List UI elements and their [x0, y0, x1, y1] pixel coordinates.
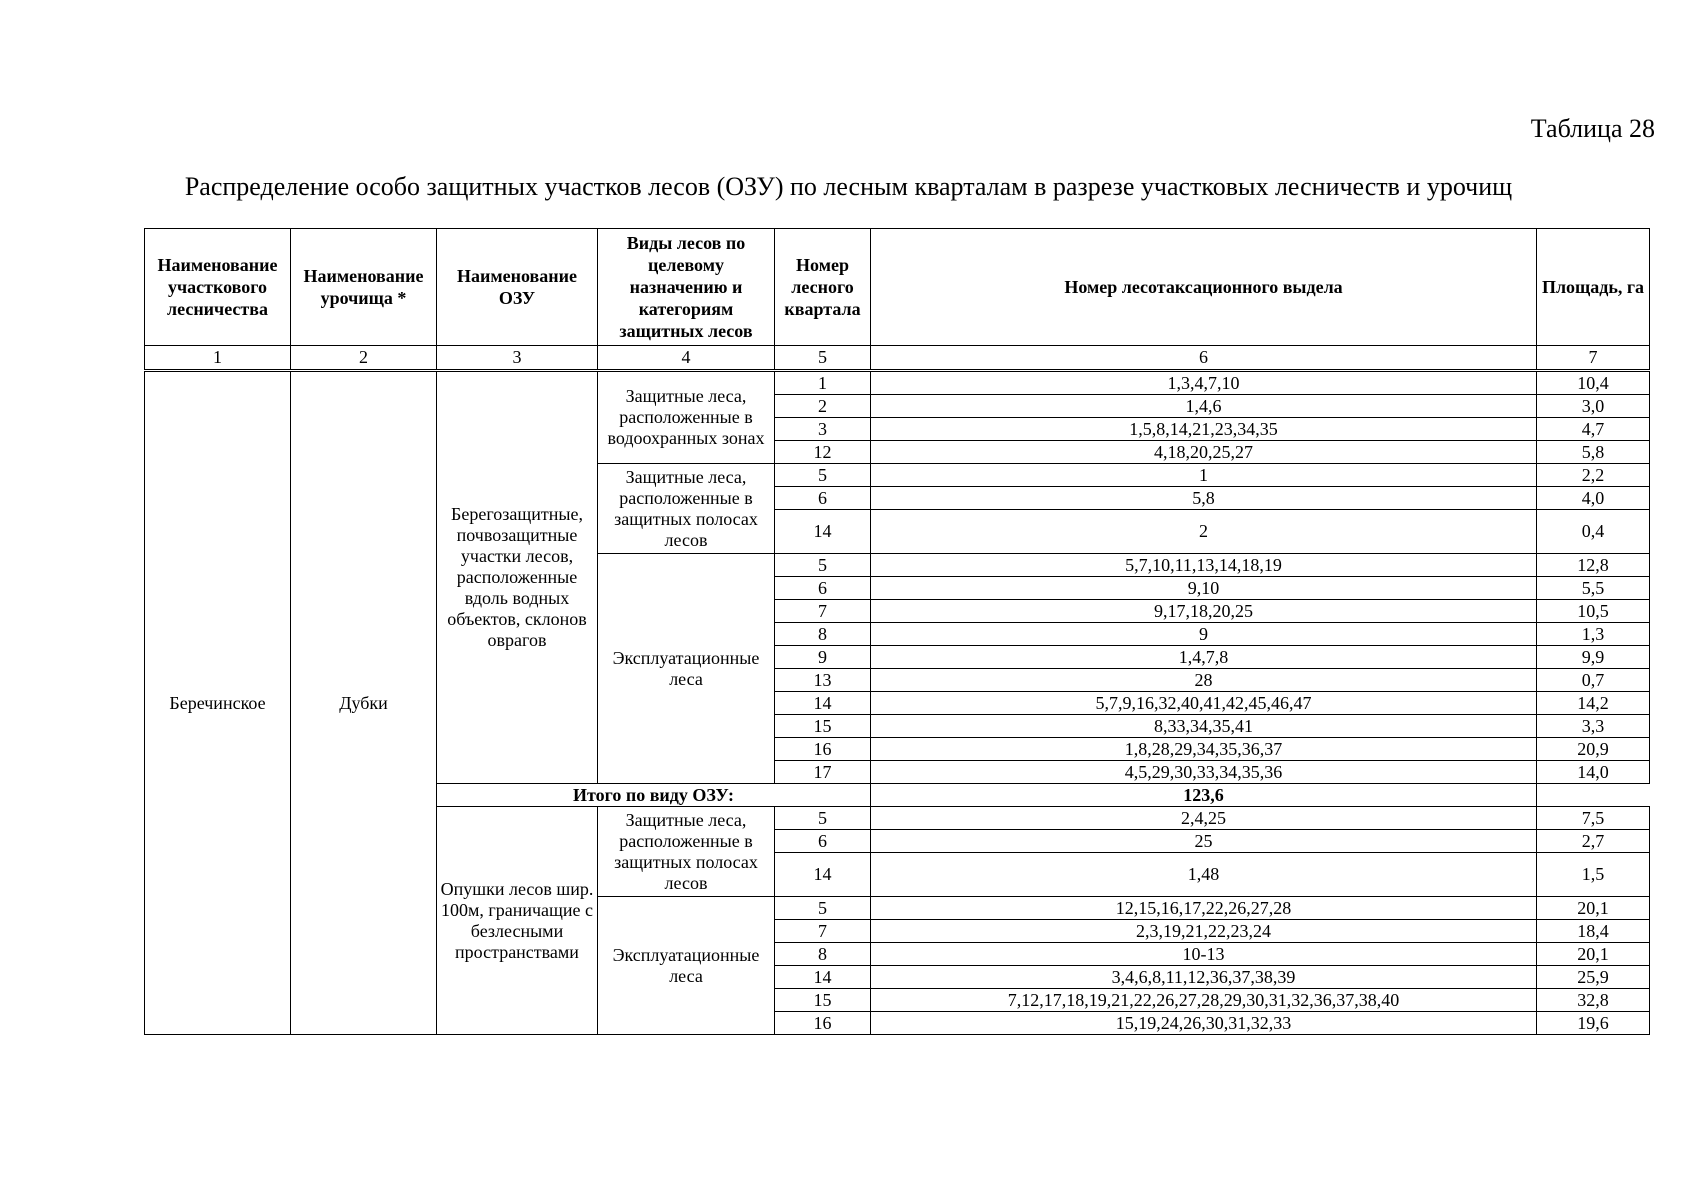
quarter-number-cell: 5 [775, 807, 871, 830]
quarter-number-cell: 3 [775, 418, 871, 441]
allotment-numbers-cell: 2 [871, 510, 1537, 554]
area-cell: 10,5 [1537, 600, 1650, 623]
quarter-number-cell: 16 [775, 738, 871, 761]
column-number: 6 [871, 346, 1537, 371]
quarter-number-cell: 2 [775, 395, 871, 418]
quarter-number-cell: 14 [775, 692, 871, 715]
header-area: Площадь, га [1537, 229, 1650, 346]
area-cell: 3,3 [1537, 715, 1650, 738]
forest-type-cell: Защитные леса, расположенные в защитных полосах лесов [598, 464, 775, 554]
ozu-name-cell: Берегозащитные, почвозащитные участки лесов, расположенные вдоль водных объектов, склонов оврагов [437, 371, 598, 784]
tract-name-cell: Дубки [291, 371, 437, 1035]
total-label-cell: Итого по виду ОЗУ: [437, 784, 871, 807]
forestry-name-cell: Беречинское [145, 371, 291, 1035]
allotment-numbers-cell: 10-13 [871, 943, 1537, 966]
quarter-number-cell: 5 [775, 464, 871, 487]
column-number: 4 [598, 346, 775, 371]
allotment-numbers-cell: 1,4,7,8 [871, 646, 1537, 669]
allotment-numbers-cell: 4,18,20,25,27 [871, 441, 1537, 464]
quarter-number-cell: 6 [775, 830, 871, 853]
quarter-number-cell: 6 [775, 487, 871, 510]
forest-type-cell: Эксплуатационные леса [598, 897, 775, 1035]
area-cell: 7,5 [1537, 807, 1650, 830]
area-cell: 20,1 [1537, 943, 1650, 966]
allotment-numbers-cell: 15,19,24,26,30,31,32,33 [871, 1012, 1537, 1035]
allotment-numbers-cell: 9,10 [871, 577, 1537, 600]
allotment-numbers-cell: 5,7,10,11,13,14,18,19 [871, 554, 1537, 577]
area-cell: 9,9 [1537, 646, 1650, 669]
area-cell: 2,7 [1537, 830, 1650, 853]
allotment-numbers-cell: 1,3,4,7,10 [871, 371, 1537, 395]
area-cell: 25,9 [1537, 966, 1650, 989]
quarter-number-cell: 14 [775, 510, 871, 554]
area-cell: 5,8 [1537, 441, 1650, 464]
area-cell: 20,9 [1537, 738, 1650, 761]
area-cell: 20,1 [1537, 897, 1650, 920]
quarter-number-cell: 5 [775, 897, 871, 920]
quarter-number-cell: 9 [775, 646, 871, 669]
area-cell: 14,0 [1537, 761, 1650, 784]
quarter-number-cell: 13 [775, 669, 871, 692]
allotment-numbers-cell: 9 [871, 623, 1537, 646]
area-cell: 4,7 [1537, 418, 1650, 441]
forest-type-cell: Защитные леса, расположенные в водоохранных зонах [598, 371, 775, 464]
area-cell: 19,6 [1537, 1012, 1650, 1035]
area-cell: 12,8 [1537, 554, 1650, 577]
allotment-numbers-cell: 5,7,9,16,32,40,41,42,45,46,47 [871, 692, 1537, 715]
allotment-numbers-cell: 1 [871, 464, 1537, 487]
header-forest-type: Виды лесов по целевому назначению и категориям защитных лесов [598, 229, 775, 346]
quarter-number-cell: 17 [775, 761, 871, 784]
quarter-number-cell: 16 [775, 1012, 871, 1035]
quarter-number-cell: 12 [775, 441, 871, 464]
allotment-numbers-cell: 1,5,8,14,21,23,34,35 [871, 418, 1537, 441]
quarter-number-cell: 7 [775, 920, 871, 943]
allotment-numbers-cell: 28 [871, 669, 1537, 692]
allotment-numbers-cell: 7,12,17,18,19,21,22,26,27,28,29,30,31,32,36,37,38,40 [871, 989, 1537, 1012]
allotment-numbers-cell: 12,15,16,17,22,26,27,28 [871, 897, 1537, 920]
quarter-number-cell: 5 [775, 554, 871, 577]
allotment-numbers-cell: 9,17,18,20,25 [871, 600, 1537, 623]
area-cell: 4,0 [1537, 487, 1650, 510]
allotment-numbers-cell: 3,4,6,8,11,12,36,37,38,39 [871, 966, 1537, 989]
forest-type-cell: Эксплуатационные леса [598, 554, 775, 784]
quarter-number-cell: 15 [775, 989, 871, 1012]
quarter-number-cell: 6 [775, 577, 871, 600]
allotment-numbers-cell: 4,5,29,30,33,34,35,36 [871, 761, 1537, 784]
header-allotment: Номер лесотаксационного выдела [871, 229, 1537, 346]
allotment-numbers-cell: 5,8 [871, 487, 1537, 510]
header-ozu: Наименование ОЗУ [437, 229, 598, 346]
allotment-numbers-cell: 1,8,28,29,34,35,36,37 [871, 738, 1537, 761]
table-row [145, 371, 1650, 395]
quarter-number-cell: 14 [775, 853, 871, 897]
header-row [145, 229, 1650, 346]
column-number: 1 [145, 346, 291, 371]
quarter-number-cell: 14 [775, 966, 871, 989]
area-cell: 10,4 [1537, 371, 1650, 395]
quarter-number-cell: 8 [775, 623, 871, 646]
area-cell: 1,5 [1537, 853, 1650, 897]
quarter-number-cell: 8 [775, 943, 871, 966]
quarter-number-cell: 7 [775, 600, 871, 623]
header-tract: Наименование урочища * [291, 229, 437, 346]
allotment-numbers-cell: 2,4,25 [871, 807, 1537, 830]
header-forestry: Наименование участкового лесничества [145, 229, 291, 346]
forest-type-cell: Защитные леса, расположенные в защитных полосах лесов [598, 807, 775, 897]
table-body [145, 371, 1650, 1035]
allotment-numbers-cell: 25 [871, 830, 1537, 853]
allotment-numbers-cell: 1,4,6 [871, 395, 1537, 418]
table-label: Таблица 28 [1530, 114, 1655, 143]
column-number: 5 [775, 346, 871, 371]
area-cell: 0,4 [1537, 510, 1650, 554]
ozu-distribution-table [144, 228, 1650, 1035]
allotment-numbers-cell: 8,33,34,35,41 [871, 715, 1537, 738]
area-cell: 5,5 [1537, 577, 1650, 600]
column-number-row [145, 346, 1650, 371]
area-cell: 32,8 [1537, 989, 1650, 1012]
column-number: 2 [291, 346, 437, 371]
ozu-name-cell: Опушки лесов шир. 100м, граничащие с безлесными пространствами [437, 807, 598, 1035]
column-number: 3 [437, 346, 598, 371]
allotment-numbers-cell: 2,3,19,21,22,23,24 [871, 920, 1537, 943]
area-cell: 3,0 [1537, 395, 1650, 418]
allotment-numbers-cell: 1,48 [871, 853, 1537, 897]
area-cell: 0,7 [1537, 669, 1650, 692]
document-title: Распределение особо защитных участков лесов (ОЗУ) по лесным кварталам в разрезе участковых лесничеств и урочищ [184, 172, 1513, 201]
quarter-number-cell: 15 [775, 715, 871, 738]
area-cell: 18,4 [1537, 920, 1650, 943]
quarter-number-cell: 1 [775, 371, 871, 395]
total-value-cell: 123,6 [871, 784, 1537, 807]
area-cell: 14,2 [1537, 692, 1650, 715]
header-quarter: Номер лесного квартала [775, 229, 871, 346]
column-number: 7 [1537, 346, 1650, 371]
area-cell: 1,3 [1537, 623, 1650, 646]
area-cell: 2,2 [1537, 464, 1650, 487]
